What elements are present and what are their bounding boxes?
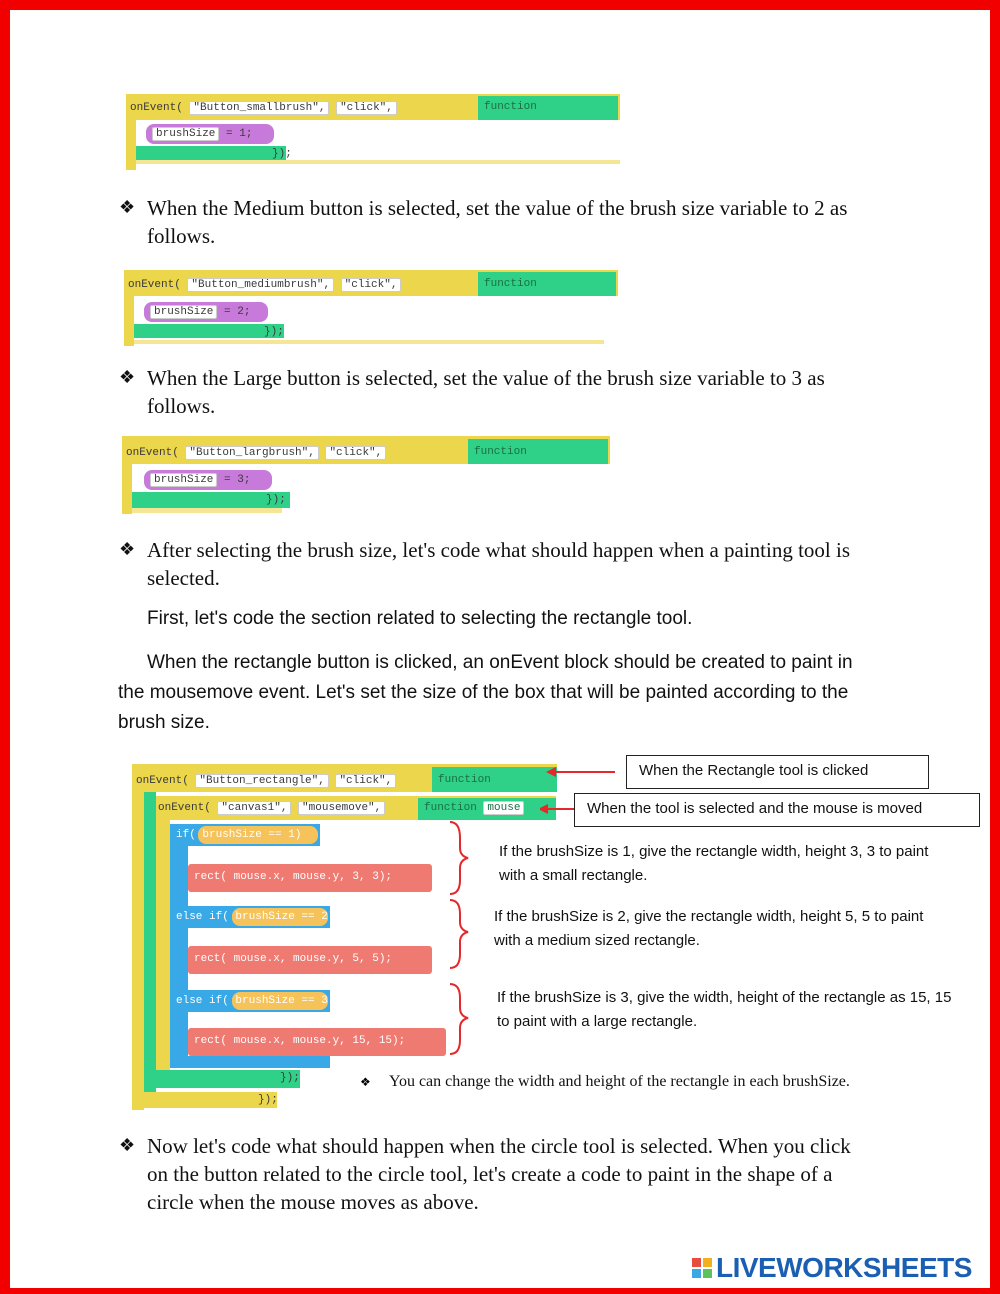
onevent-keyword: onEvent( xyxy=(126,447,179,459)
assign-operator: = xyxy=(226,128,233,140)
event-type-arg: "mousemove", xyxy=(298,801,385,815)
code-block-mediumbrush xyxy=(124,270,618,346)
button-id-arg: "Button_mediumbrush", xyxy=(187,278,334,292)
rect-call-small: rect( mouse.x, mouse.y, 3, 3); xyxy=(194,871,393,883)
brushsize-var: brushSize xyxy=(152,127,219,141)
event-type-arg: "click", xyxy=(336,101,397,115)
brushsize-value: 3; xyxy=(237,474,251,486)
code-block-smallbrush xyxy=(126,94,620,170)
brace-3 xyxy=(450,984,468,1054)
if-brushsize-1: if( brushSize == 1) xyxy=(176,829,302,841)
block-close: }); xyxy=(264,326,284,338)
function-keyword: function xyxy=(474,446,527,458)
paragraph-rectangle-intro: First, let's code the section related to selecting the rectangle tool. xyxy=(147,608,693,629)
element-id-arg: "canvas1", xyxy=(217,801,291,815)
button-id-arg: "Button_rectangle", xyxy=(195,774,328,788)
code-block-largebrush xyxy=(122,436,610,514)
onevent-keyword: onEvent( xyxy=(158,802,211,814)
brand-logo-text: LIVEWORKSHEETS xyxy=(716,1252,972,1283)
brand-logo-icon xyxy=(692,1258,712,1278)
note-brushsize-2: If the brushSize is 2, give the rectangle width, height 5, 5 to paint with a medium sized rectangle. xyxy=(494,908,924,949)
note-brushsize-3: If the brushSize is 3, give the width, height of the rectangle as 15, 15 to paint with a large rectangle. xyxy=(497,989,952,1030)
event-type-arg: "click", xyxy=(341,278,402,292)
arrow-head-1 xyxy=(546,767,556,777)
brushsize-value: 2; xyxy=(237,306,251,318)
event-type-arg: "click", xyxy=(325,446,386,460)
bullet-icon: ❖ xyxy=(360,1075,371,1089)
bullet-icon: ❖ xyxy=(119,539,136,559)
instruction-circle-tool: Now let's code what should happen when the circle tool is selected. When you click on the button related to the circle tool, let's create a code to paint in the shape of a circle when the mouse moves as above. xyxy=(147,1134,851,1214)
elseif-brushsize-2: else if( brushSize == 2) xyxy=(176,911,335,923)
elseif-brushsize-3: else if( brushSize == 3) xyxy=(176,995,335,1007)
brace-graphics xyxy=(448,818,472,1058)
callout-rectangle-clicked: When the Rectangle tool is clicked xyxy=(626,755,929,789)
callout-mouse-moved: When the tool is selected and the mouse is moved xyxy=(574,793,980,827)
instruction-large: When the Large button is selected, set the value of the brush size variable to 3 as follows. xyxy=(147,366,825,418)
brace-1 xyxy=(450,822,468,894)
instruction-medium: When the Medium button is selected, set the value of the brush size variable to 2 as follows. xyxy=(147,196,848,248)
inner-close: }); xyxy=(280,1072,300,1084)
block-close: }); xyxy=(272,148,292,160)
bullet-icon: ❖ xyxy=(119,197,136,217)
assign-operator: = xyxy=(224,306,231,318)
brushsize-value: 1; xyxy=(239,128,253,140)
block-close: }); xyxy=(266,494,286,506)
brushsize-var: brushSize xyxy=(150,305,217,319)
arrow-head-2 xyxy=(540,804,548,814)
rect-call-large: rect( mouse.x, mouse.y, 15, 15); xyxy=(194,1035,406,1047)
onevent-keyword: onEvent( xyxy=(128,279,181,291)
function-keyword: function xyxy=(438,774,491,786)
note-change-size: You can change the width and height of the rectangle in each brushSize. xyxy=(389,1073,850,1090)
brace-2 xyxy=(450,900,468,968)
onevent-keyword: onEvent( xyxy=(136,775,189,787)
paragraph-rectangle-detail: When the rectangle button is clicked, an onEvent block should be created to paint in the mousemove event. Let's set the size of the box that will be painted according to the brush size. xyxy=(118,652,853,733)
assign-operator: = xyxy=(224,474,231,486)
outer-close: }); xyxy=(258,1094,278,1106)
function-keyword: function xyxy=(424,802,477,814)
button-id-arg: "Button_largbrush", xyxy=(185,446,318,460)
function-keyword: function xyxy=(484,101,537,113)
bullet-icon: ❖ xyxy=(119,367,136,387)
rect-call-medium: rect( mouse.x, mouse.y, 5, 5); xyxy=(194,953,393,965)
event-type-arg: "click", xyxy=(335,774,396,788)
note-brushsize-1: If the brushSize is 1, give the rectangle width, height 3, 3 to paint with a small rectangle. xyxy=(499,843,929,884)
bullet-icon: ❖ xyxy=(119,1135,136,1155)
brushsize-var: brushSize xyxy=(150,473,217,487)
mouse-param: mouse xyxy=(483,801,524,815)
function-keyword: function xyxy=(484,278,537,290)
onevent-keyword: onEvent( xyxy=(130,102,183,114)
instruction-painting-tool: After selecting the brush size, let's code what should happen when a painting tool is selected. xyxy=(147,538,851,590)
button-id-arg: "Button_smallbrush", xyxy=(189,101,329,115)
